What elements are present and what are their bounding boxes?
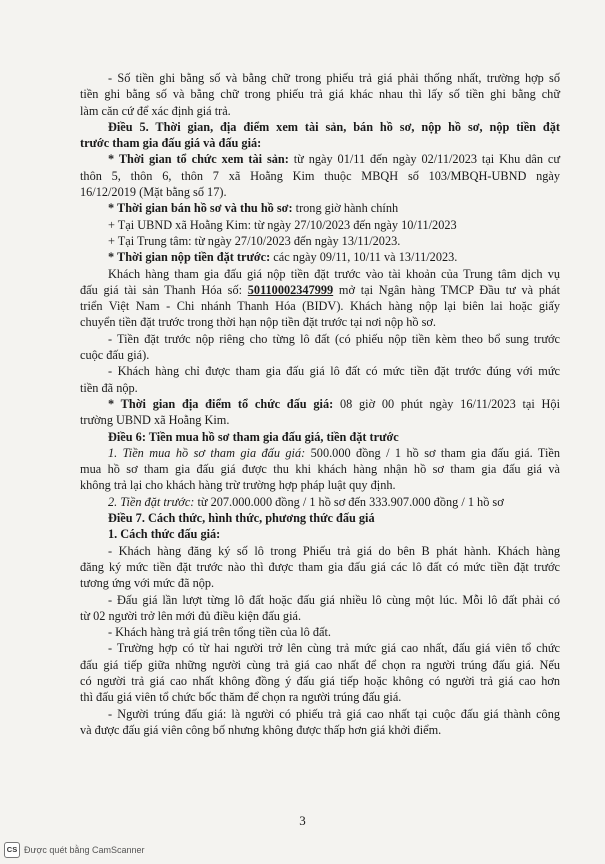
text-line: không trả lại cho khách hàng trừ trường hợp pháp luật quy định. xyxy=(80,478,396,493)
section-heading: 1. Cách thức đấu giá: xyxy=(108,527,221,542)
text-line: - Khách hàng trả giá trên tổng tiền của lô đất. xyxy=(108,625,331,640)
text-line: tương ứng với mức đã nộp. xyxy=(80,576,215,591)
text-line: thôn 5, thôn 6, thôn 7 xã Hoằng Kim thuộc MBQH số 103/MBQH-UBND ngày xyxy=(80,168,560,183)
text-line: làm căn cứ để xác định giá trả. xyxy=(80,103,231,118)
text-line: mua hồ sơ tham gia đấu giá được thu khi khách hàng nhận hồ sơ tham gia đấu giá và xyxy=(80,462,560,477)
label-bold: * Thời gian nộp tiền đặt trước: xyxy=(108,250,271,265)
text-line: tiền ghi bằng số và bằng chữ trong phiếu trả giá khác nhau thì lấy số tiền ghi bằng chữ xyxy=(80,87,560,102)
text-line: - Đấu giá lần lượt từng lô đất hoặc đấu giá nhiều lô cùng một lúc. Mỗi lô đất phải có xyxy=(108,592,560,607)
text-line xyxy=(80,396,560,412)
text-line: + Tại UBND xã Hoằng Kim: từ ngày 27/10/2023 đến ngày 10/11/2023 xyxy=(108,217,457,232)
bank-account-number: 50110002347999 xyxy=(247,282,334,297)
label-text: từ 207.000.000 đồng / 1 hồ sơ đến 333.907.000 đồng / 1 hồ sơ xyxy=(194,494,504,509)
text-line: tiền đã nộp. xyxy=(80,380,138,395)
text-line: + Tại Trung tâm: từ ngày 27/10/2023 đến ngày 13/11/2023. xyxy=(108,233,401,248)
label-text: từ ngày 01/11 đến ngày 02/11/2023 tại Khu dân cư xyxy=(288,152,560,167)
text-line: Khách hàng tham gia đấu giá nộp tiền đặt trước vào tài khoản của Trung tâm dịch vụ xyxy=(108,266,560,281)
text-line: - Khách hàng đăng ký số lô trong Phiếu trả giá do bên B phát hành. Khách hàng xyxy=(108,543,560,558)
label-italic: 1. Tiền mua hồ sơ tham gia đấu giá: xyxy=(108,445,306,460)
article-7-heading: Điều 7. Cách thức, hình thức, phương thức đấu giá xyxy=(108,511,375,526)
label-text: mở tại Ngân hàng TMCP Đầu tư và phát xyxy=(333,282,560,297)
text-line xyxy=(80,249,560,265)
label-bold: * Thời gian bán hồ sơ và thu hồ sơ: xyxy=(108,201,293,216)
text-line: có người trả giá cao nhất không đồng ý đấu giá tiếp hoặc không có người trả giá cao hơn xyxy=(80,673,560,688)
document-body xyxy=(80,70,560,738)
text-line xyxy=(80,494,560,510)
label-text: 500.000 đồng / 1 hồ sơ tham gia đấu giá. Tiền xyxy=(305,445,560,460)
article-6-heading: Điều 6: Tiền mua hồ sơ tham gia đấu giá, tiền đặt trước xyxy=(108,429,399,444)
text-line: triển Việt Nam - Chi nhánh Thanh Hóa (BIDV). Khách hàng nộp lại biên lai hoặc giấy xyxy=(80,299,560,314)
scanner-footer-text: Được quét bằng CamScanner xyxy=(24,845,145,855)
text-line: đăng ký mức tiền đặt trước nào thì được tham gia đấu giá các lô đất có mức tiền đặt trước xyxy=(80,559,560,574)
label-bold: * Thời gian tổ chức xem tài sản: xyxy=(108,152,289,167)
label-italic: 2. Tiền đặt trước: xyxy=(108,494,195,509)
article-5-heading: Điều 5. Thời gian, địa điểm xem tài sản, bán hồ sơ, nộp hồ sơ, nộp tiền đặt xyxy=(108,119,560,134)
text-line xyxy=(80,282,560,298)
text-line: - Tiền đặt trước nộp riêng cho từng lô đất (có phiếu nộp tiền kèm theo bổ sung trước xyxy=(108,331,560,346)
text-line: 16/12/2019 (Mặt bằng số 17). xyxy=(80,185,227,200)
label-text: đấu giá tài sản Thanh Hóa số: xyxy=(80,282,248,297)
text-line: - Số tiền ghi bằng số và bằng chữ trong phiếu trả giá phải thống nhất, trường hợp số xyxy=(108,71,560,85)
text-line xyxy=(80,200,560,216)
text-line: - Khách hàng chỉ được tham gia đấu giá lô đất có mức tiền đặt trước đúng với mức xyxy=(108,364,560,379)
label-text: 08 giờ 00 phút ngày 16/11/2023 tại Hội xyxy=(333,396,561,411)
article-5-heading-cont: trước tham gia đấu giá và đấu giá: xyxy=(80,136,262,151)
text-line: - Trường hợp có từ hai người trở lên cùng trả mức giá cao nhất, đấu giá viên tổ chức xyxy=(108,641,560,656)
text-line: thì đấu giá viên tổ chức bốc thăm để chọn ra người trúng đấu giá. xyxy=(80,690,402,705)
text-line: và được đấu giá viên công bố nhưng không được thấp hơn giá khởi điểm. xyxy=(80,722,442,737)
label-text: các ngày 09/11, 10/11 và 13/11/2023. xyxy=(270,250,458,265)
text-line: chuyển tiền đặt trước trong thời hạn nộp tiền đặt trước tại nơi nộp hồ sơ. xyxy=(80,315,436,330)
text-line: cuộc đấu giá). xyxy=(80,348,150,363)
scanner-footer xyxy=(4,842,145,858)
page-number: 3 xyxy=(299,813,306,828)
text-line: từ 02 người trở lên mới đủ điều kiện đấu giá. xyxy=(80,608,302,623)
text-line: trường UBND xã Hoằng Kim. xyxy=(80,413,230,428)
label-bold: * Thời gian địa điểm tổ chức đấu giá: xyxy=(108,396,334,411)
text-line xyxy=(80,445,560,461)
text-line xyxy=(80,151,560,167)
text-line: đấu giá tiếp giữa những người cùng trả giá cao nhất để chọn ra người trúng đấu giá. Nếu xyxy=(80,657,560,672)
text-line: - Người trúng đấu giá: là người có phiếu trả giá cao nhất tại cuộc đấu giá thành công xyxy=(108,706,560,721)
label-text: trong giờ hành chính xyxy=(292,201,399,216)
camscanner-logo-icon: CS xyxy=(4,842,20,858)
